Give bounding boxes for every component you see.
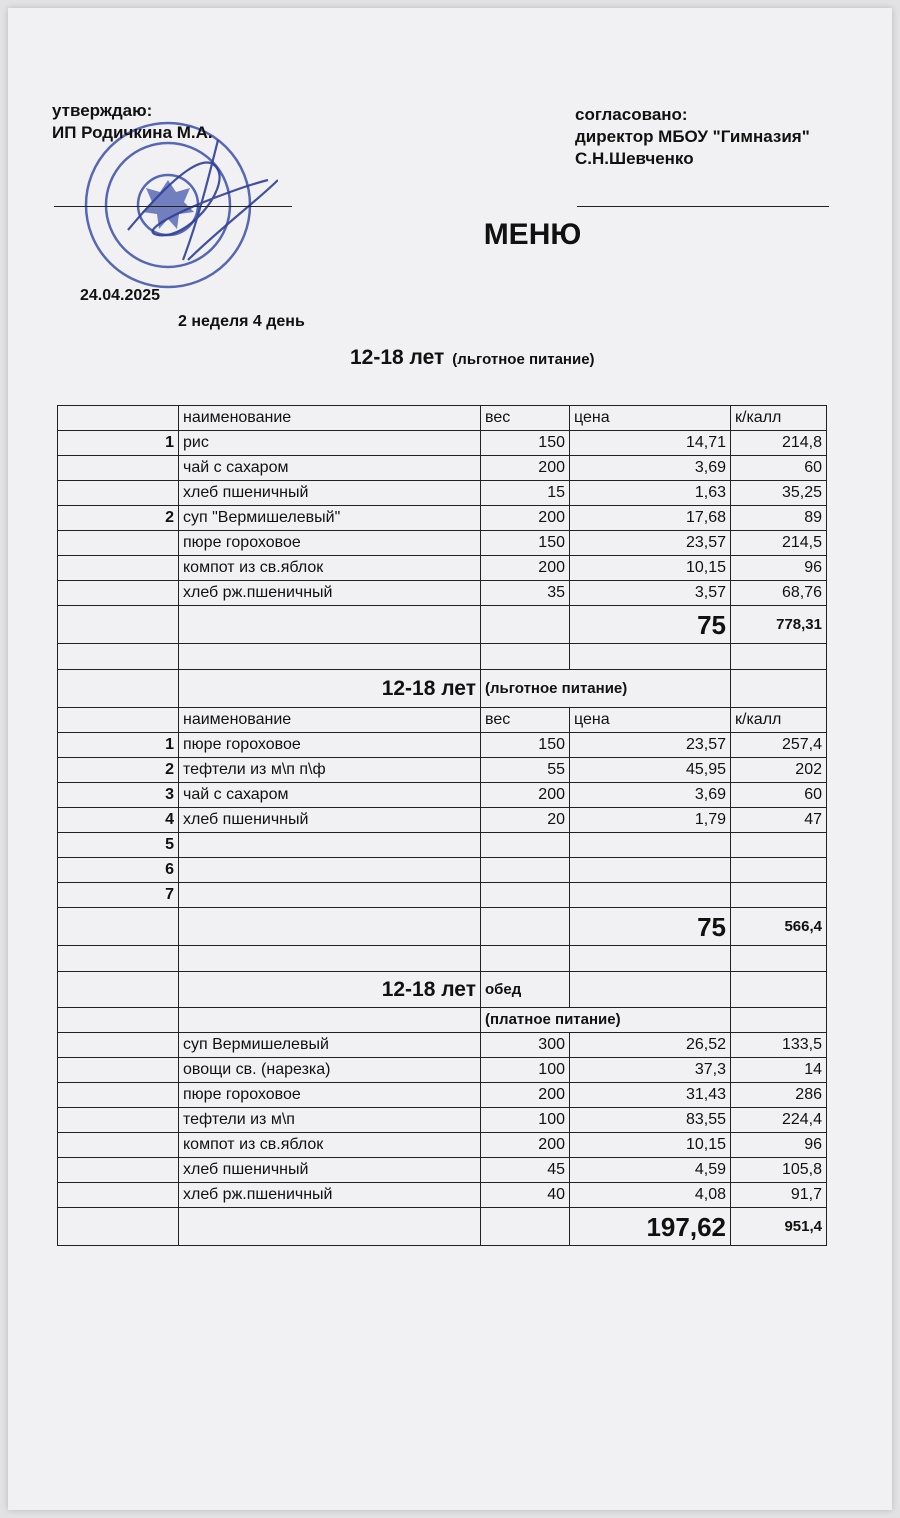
dish-weight-cell: 150 — [481, 431, 570, 456]
section2-age-cell: 12-18 лет — [179, 670, 481, 708]
director-title: директор МБОУ "Гимназия" — [575, 127, 810, 146]
dish-name-cell: суп "Вермишелевый" — [179, 506, 481, 531]
dish-weight-cell: 200 — [481, 506, 570, 531]
empty-cell — [731, 1008, 827, 1033]
table3-item-row — [58, 1158, 827, 1183]
row-number-cell: 5 — [58, 833, 179, 858]
empty-cell — [481, 946, 570, 972]
empty-cell — [179, 644, 481, 670]
empty-cell — [481, 606, 570, 644]
row-number-cell — [58, 456, 179, 481]
row-number-cell: 7 — [58, 883, 179, 908]
empty-cell — [58, 908, 179, 946]
spacer-row — [58, 946, 827, 972]
empty-cell — [58, 606, 179, 644]
total-kcal-cell: 566,4 — [731, 908, 827, 946]
header-cell-weight: вес — [481, 708, 570, 733]
section2-note-cell: (льготное питание) — [481, 670, 731, 708]
dish-weight-cell: 300 — [481, 1033, 570, 1058]
dish-name-cell: хлеб пшеничный — [179, 808, 481, 833]
table1-item-row — [58, 481, 827, 506]
empty-cell — [179, 946, 481, 972]
director-name: С.Н.Шевченко — [575, 149, 694, 168]
dish-price-cell: 23,57 — [570, 733, 731, 758]
row-number-cell: 2 — [58, 506, 179, 531]
table2-item-row — [58, 783, 827, 808]
dish-name-cell: хлеб пшеничный — [179, 1158, 481, 1183]
approver-name: ИП Родичкина М.А. — [52, 123, 213, 142]
dish-weight-cell: 200 — [481, 1133, 570, 1158]
dish-price-cell: 14,71 — [570, 431, 731, 456]
table1-item-row — [58, 506, 827, 531]
dish-price-cell: 3,57 — [570, 581, 731, 606]
dish-weight-cell: 150 — [481, 531, 570, 556]
table2-item-row — [58, 733, 827, 758]
dish-name-cell: компот из св.яблок — [179, 1133, 481, 1158]
empty-cell — [731, 972, 827, 1008]
dish-name-cell: хлеб пшеничный — [179, 481, 481, 506]
menu-table — [57, 405, 827, 1246]
table2-total-row — [58, 908, 827, 946]
section1-heading — [350, 346, 595, 370]
approval-signature-line — [54, 206, 292, 207]
table2-item-row — [58, 833, 827, 858]
table2-item-row — [58, 883, 827, 908]
header-cell-name: наименование — [179, 406, 481, 431]
agreement-block — [575, 104, 810, 170]
empty-cell — [481, 908, 570, 946]
dish-name-cell: рис — [179, 431, 481, 456]
table3-item-row — [58, 1083, 827, 1108]
dish-kcal-cell: 47 — [731, 808, 827, 833]
dish-price-cell: 4,59 — [570, 1158, 731, 1183]
dish-weight-cell: 15 — [481, 481, 570, 506]
table3-item-row — [58, 1133, 827, 1158]
dish-kcal-cell — [731, 833, 827, 858]
empty-cell — [58, 972, 179, 1008]
spacer-row — [58, 644, 827, 670]
dish-kcal-cell: 214,5 — [731, 531, 827, 556]
dish-kcal-cell: 35,25 — [731, 481, 827, 506]
row-number-cell — [58, 1108, 179, 1133]
dish-price-cell: 17,68 — [570, 506, 731, 531]
header-cell-num — [58, 708, 179, 733]
header-cell-kcal: к/калл — [731, 406, 827, 431]
dish-price-cell: 3,69 — [570, 456, 731, 481]
empty-cell — [570, 644, 731, 670]
dish-name-cell: пюре гороховое — [179, 1083, 481, 1108]
row-number-cell — [58, 481, 179, 506]
table1-total-row — [58, 606, 827, 644]
section3-note-row — [58, 1008, 827, 1033]
dish-price-cell: 4,08 — [570, 1183, 731, 1208]
agreement-signature-line — [577, 206, 829, 207]
dish-price-cell: 26,52 — [570, 1033, 731, 1058]
dish-weight-cell: 200 — [481, 1083, 570, 1108]
empty-cell — [179, 606, 481, 644]
section1-age: 12-18 лет — [350, 346, 445, 369]
approval-block — [52, 100, 213, 144]
menu-date: 24.04.2025 — [80, 287, 161, 304]
dish-price-cell: 10,15 — [570, 556, 731, 581]
dish-weight-cell — [481, 883, 570, 908]
dish-kcal-cell: 202 — [731, 758, 827, 783]
dish-price-cell: 23,57 — [570, 531, 731, 556]
empty-cell — [58, 1208, 179, 1246]
dish-kcal-cell — [731, 883, 827, 908]
row-number-cell: 1 — [58, 733, 179, 758]
table1-item-row — [58, 531, 827, 556]
row-number-cell — [58, 1033, 179, 1058]
dish-kcal-cell: 105,8 — [731, 1158, 827, 1183]
total-price-cell: 75 — [570, 908, 731, 946]
dish-price-cell — [570, 833, 731, 858]
dish-name-cell: тефтели из м\п — [179, 1108, 481, 1133]
table1-item-row — [58, 456, 827, 481]
dish-weight-cell — [481, 833, 570, 858]
table3-item-row — [58, 1108, 827, 1133]
section3-meal-cell: обед — [481, 972, 570, 1008]
header-cell-num — [58, 406, 179, 431]
dish-name-cell: компот из св.яблок — [179, 556, 481, 581]
table2-header-row — [58, 708, 827, 733]
table2-item-row — [58, 758, 827, 783]
total-kcal-cell: 778,31 — [731, 606, 827, 644]
empty-cell — [731, 644, 827, 670]
table1-item-row — [58, 556, 827, 581]
agreement-label: согласовано: — [575, 105, 688, 124]
empty-cell — [58, 670, 179, 708]
header-cell-weight: вес — [481, 406, 570, 431]
dish-weight-cell: 150 — [481, 733, 570, 758]
dish-name-cell: чай с сахаром — [179, 456, 481, 481]
table3-item-row — [58, 1183, 827, 1208]
dish-kcal-cell: 60 — [731, 456, 827, 481]
section3-note-cell: (платное питание) — [481, 1008, 731, 1033]
page-title: МЕНЮ — [483, 218, 582, 251]
dish-kcal-cell: 286 — [731, 1083, 827, 1108]
dish-weight-cell: 200 — [481, 556, 570, 581]
section3-heading-row — [58, 972, 827, 1008]
dish-kcal-cell: 14 — [731, 1058, 827, 1083]
header-cell-kcal: к/калл — [731, 708, 827, 733]
table2-item-row — [58, 808, 827, 833]
header-cell-name: наименование — [179, 708, 481, 733]
dish-kcal-cell: 96 — [731, 1133, 827, 1158]
dish-weight-cell: 55 — [481, 758, 570, 783]
dish-weight-cell: 200 — [481, 456, 570, 481]
dish-name-cell: хлеб рж.пшеничный — [179, 581, 481, 606]
table1-header-row — [58, 406, 827, 431]
row-number-cell — [58, 1158, 179, 1183]
row-number-cell: 2 — [58, 758, 179, 783]
empty-cell — [481, 1208, 570, 1246]
approval-label: утверждаю: — [52, 101, 153, 120]
dish-weight-cell: 45 — [481, 1158, 570, 1183]
dish-name-cell: пюре гороховое — [179, 531, 481, 556]
dish-name-cell: тефтели из м\п п\ф — [179, 758, 481, 783]
dish-kcal-cell: 91,7 — [731, 1183, 827, 1208]
empty-cell — [179, 908, 481, 946]
table3-item-row — [58, 1058, 827, 1083]
section3-age-cell: 12-18 лет — [179, 972, 481, 1008]
dish-name-cell — [179, 858, 481, 883]
dish-kcal-cell: 96 — [731, 556, 827, 581]
dish-weight-cell: 20 — [481, 808, 570, 833]
table1-item-row — [58, 581, 827, 606]
dish-price-cell — [570, 883, 731, 908]
row-number-cell: 3 — [58, 783, 179, 808]
dish-weight-cell — [481, 858, 570, 883]
empty-cell — [58, 1008, 179, 1033]
section2-heading-row — [58, 670, 827, 708]
dish-kcal-cell: 89 — [731, 506, 827, 531]
dish-name-cell: суп Вермишелевый — [179, 1033, 481, 1058]
row-number-cell — [58, 1183, 179, 1208]
row-number-cell — [58, 1083, 179, 1108]
dish-weight-cell: 35 — [481, 581, 570, 606]
row-number-cell: 4 — [58, 808, 179, 833]
dish-name-cell: хлеб рж.пшеничный — [179, 1183, 481, 1208]
row-number-cell — [58, 556, 179, 581]
table3-total-row — [58, 1208, 827, 1246]
dish-price-cell: 10,15 — [570, 1133, 731, 1158]
row-number-cell: 6 — [58, 858, 179, 883]
empty-cell — [58, 946, 179, 972]
total-kcal-cell: 951,4 — [731, 1208, 827, 1246]
empty-cell — [58, 644, 179, 670]
dish-name-cell: пюре гороховое — [179, 733, 481, 758]
dish-weight-cell: 100 — [481, 1058, 570, 1083]
dish-price-cell: 37,3 — [570, 1058, 731, 1083]
empty-cell — [570, 946, 731, 972]
total-price-cell: 75 — [570, 606, 731, 644]
dish-kcal-cell: 257,4 — [731, 733, 827, 758]
empty-cell — [481, 644, 570, 670]
empty-cell — [179, 1208, 481, 1246]
table1-item-row — [58, 431, 827, 456]
header-cell-price: цена — [570, 708, 731, 733]
dish-name-cell: овощи св. (нарезка) — [179, 1058, 481, 1083]
dish-weight-cell: 200 — [481, 783, 570, 808]
section1-note: (льготное питание) — [452, 351, 595, 368]
dish-kcal-cell — [731, 858, 827, 883]
dish-price-cell: 31,43 — [570, 1083, 731, 1108]
row-number-cell — [58, 1058, 179, 1083]
dish-weight-cell: 40 — [481, 1183, 570, 1208]
dish-kcal-cell: 68,76 — [731, 581, 827, 606]
empty-cell — [570, 972, 731, 1008]
dish-price-cell: 45,95 — [570, 758, 731, 783]
empty-cell — [179, 1008, 481, 1033]
row-number-cell — [58, 1133, 179, 1158]
dish-price-cell: 1,63 — [570, 481, 731, 506]
dish-kcal-cell: 224,4 — [731, 1108, 827, 1133]
dish-kcal-cell: 60 — [731, 783, 827, 808]
week-day: 2 неделя 4 день — [178, 313, 305, 330]
row-number-cell — [58, 581, 179, 606]
table2-item-row — [58, 858, 827, 883]
dish-kcal-cell: 133,5 — [731, 1033, 827, 1058]
dish-price-cell: 3,69 — [570, 783, 731, 808]
dish-weight-cell: 100 — [481, 1108, 570, 1133]
dish-kcal-cell: 214,8 — [731, 431, 827, 456]
row-number-cell — [58, 531, 179, 556]
dish-name-cell — [179, 833, 481, 858]
dish-price-cell: 83,55 — [570, 1108, 731, 1133]
dish-price-cell — [570, 858, 731, 883]
table3-item-row — [58, 1033, 827, 1058]
empty-cell — [731, 946, 827, 972]
total-price-cell: 197,62 — [570, 1208, 731, 1246]
dish-price-cell: 1,79 — [570, 808, 731, 833]
dish-name-cell — [179, 883, 481, 908]
row-number-cell: 1 — [58, 431, 179, 456]
header-cell-price: цена — [570, 406, 731, 431]
dish-name-cell: чай с сахаром — [179, 783, 481, 808]
empty-cell — [731, 670, 827, 708]
